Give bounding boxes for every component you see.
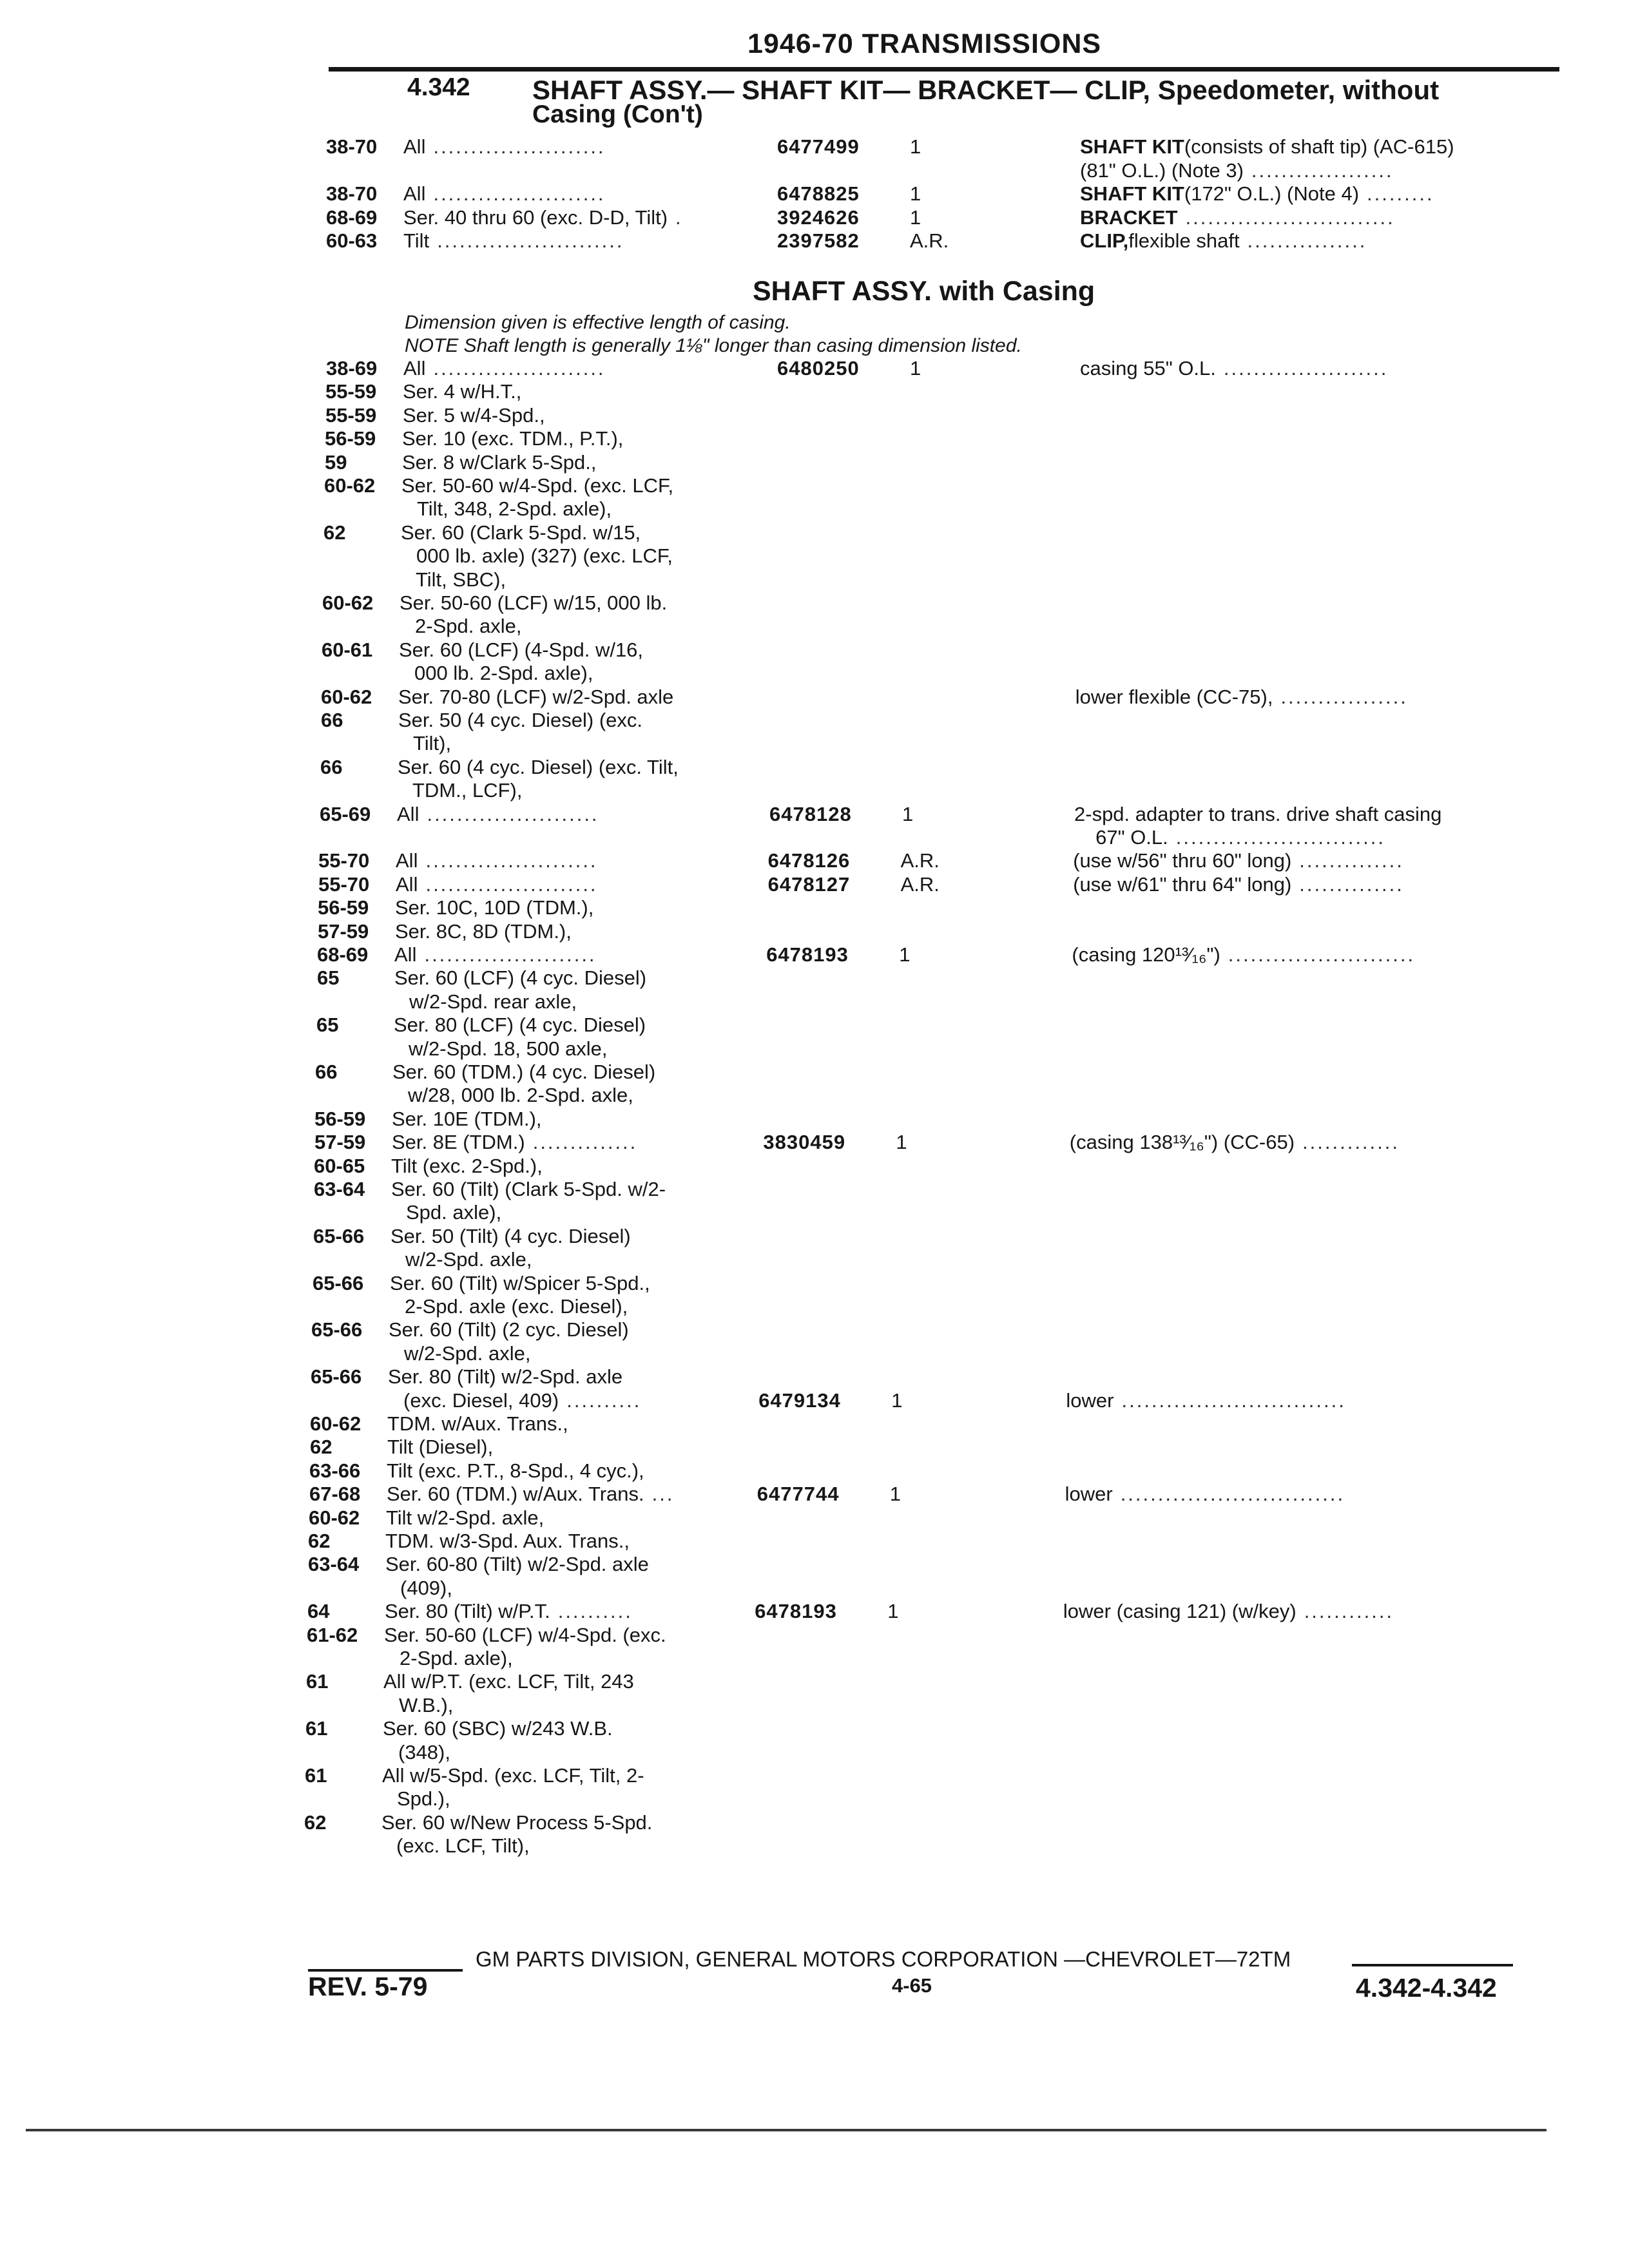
leader-dots: .........................	[437, 229, 624, 252]
leader-dots: ..............	[532, 1131, 638, 1154]
part-number: 3830459	[763, 1131, 846, 1154]
model-years: 55-70	[318, 849, 370, 872]
part-number: 6478127	[767, 872, 851, 896]
table-row	[0, 1342, 1629, 1365]
model-years: 61	[305, 1764, 327, 1787]
model-years: 65-66	[313, 1271, 364, 1294]
model-years: 56-59	[314, 1107, 366, 1130]
table-row	[0, 1717, 1629, 1740]
description-leader-dots: ......................	[1223, 357, 1389, 380]
application: Ser. 60 (LCF) (4-Spd. w/16,	[399, 638, 644, 661]
model-years: 60-62	[324, 474, 376, 497]
description: CLIP,	[1080, 229, 1129, 252]
model-years: 59	[325, 450, 347, 474]
application: Ser. 40 thru 60 (exc. D-D, Tilt)	[403, 206, 668, 229]
table-row	[0, 1248, 1629, 1271]
description-detail: (consists of shaft tip) (AC-615)	[1184, 135, 1454, 158]
application: Ser. 80 (LCF) (4 cyc. Diesel)	[394, 1014, 646, 1037]
header-rule	[329, 67, 1559, 72]
casing-section-title: SHAFT ASSY. with Casing	[753, 276, 1095, 307]
quantity: 1	[902, 802, 914, 825]
table-row	[0, 1061, 1629, 1084]
footer-page-number: 4-65	[892, 1974, 932, 1997]
table-row	[0, 849, 1629, 872]
table-row	[0, 639, 1629, 662]
application: Ser. 60 (Tilt) w/Spicer 5-Spd.,	[390, 1271, 650, 1294]
table-row	[0, 1365, 1629, 1389]
table-row	[0, 803, 1629, 826]
table-row	[0, 521, 1629, 544]
description: (use w/61" thru 64" long)	[1073, 872, 1292, 896]
part-number: 6477499	[777, 135, 860, 158]
part-number: 2397582	[777, 229, 860, 252]
table-row	[0, 1764, 1629, 1787]
leader-dots: .	[675, 206, 683, 229]
part-number: 6478193	[766, 943, 849, 966]
application: 2-Spd. axle),	[400, 1647, 513, 1669]
footer-rule-right	[1352, 1964, 1513, 1966]
table-row	[0, 732, 1629, 755]
quantity: 1	[910, 206, 921, 229]
description-leader-dots: .........................	[1228, 943, 1416, 966]
application: All	[396, 872, 418, 896]
application: All	[394, 943, 417, 966]
application: Tilt (exc. 2-Spd.),	[391, 1154, 543, 1177]
application: 000 lb. 2-Spd. axle),	[414, 662, 593, 685]
application: Spd. axle),	[406, 1201, 502, 1224]
description-leader-dots: .................	[1280, 685, 1408, 708]
application: Ser. 50 (Tilt) (4 cyc. Diesel)	[390, 1224, 631, 1247]
quantity: A.R.	[900, 849, 940, 872]
application: Tilt (Diesel),	[387, 1436, 494, 1459]
table-row	[0, 662, 1629, 685]
application: 2-Spd. axle,	[415, 615, 522, 638]
quantity: 1	[891, 1389, 903, 1412]
description-detail: (172" O.L.) (Note 4)	[1184, 182, 1360, 205]
model-years: 65-69	[320, 802, 371, 825]
table-row	[0, 1108, 1629, 1131]
description: (casing 138¹³⁄₁₆") (CC-65)	[1069, 1131, 1295, 1154]
leader-dots: .......................	[424, 943, 597, 966]
casing-note-dimension: Dimension given is effective length of casing.	[405, 312, 791, 333]
model-years: 63-64	[308, 1553, 360, 1576]
table-row	[0, 1741, 1629, 1764]
table-row	[0, 135, 1629, 159]
description: 2-spd. adapter to trans. drive shaft casing	[1074, 802, 1442, 825]
application: Ser. 80 (Tilt) w/2-Spd. axle	[388, 1365, 623, 1389]
part-number: 3924626	[777, 206, 860, 229]
model-years: 60-62	[310, 1412, 361, 1435]
table-row	[0, 873, 1629, 896]
description: lower	[1066, 1389, 1114, 1412]
table-row	[0, 1412, 1629, 1436]
application: All	[403, 357, 426, 380]
application: Ser. 10C, 10D (TDM.),	[395, 896, 594, 919]
application: TDM. w/Aux. Trans.,	[387, 1412, 568, 1435]
model-years: 64	[307, 1600, 330, 1623]
application: Ser. 60 (Tilt) (2 cyc. Diesel)	[389, 1318, 629, 1341]
model-years: 60-62	[321, 685, 372, 708]
description: (use w/56" thru 60" long)	[1073, 849, 1292, 872]
model-years: 65	[316, 1014, 339, 1037]
application: Ser. 80 (Tilt) w/P.T.	[385, 1600, 550, 1623]
model-years: 65-66	[311, 1318, 363, 1341]
table-row	[0, 1694, 1629, 1717]
application: Ser. 8E (TDM.)	[392, 1131, 525, 1154]
footer-revision: REV. 5-79	[308, 1972, 428, 2001]
description: (casing 120¹³⁄₁₆")	[1072, 943, 1220, 966]
model-years: 62	[304, 1811, 327, 1834]
page-header-title: 1946-70 TRANSMISSIONS	[747, 28, 1102, 59]
table-row	[0, 990, 1629, 1014]
application: Ser. 50-60 (LCF) w/4-Spd. (exc.	[384, 1623, 666, 1646]
model-years: 56-59	[318, 896, 369, 919]
section-title: SHAFT ASSY.— SHAFT KIT— BRACKET— CLIP, Speedometer, without	[532, 75, 1440, 105]
model-years: 63-66	[309, 1459, 361, 1482]
table-row	[0, 1225, 1629, 1248]
application: Tilt),	[413, 732, 452, 755]
description: lower	[1065, 1483, 1113, 1506]
table-row	[0, 1530, 1629, 1553]
table-row	[0, 544, 1629, 568]
model-years: 61	[306, 1670, 329, 1693]
model-years: 38-70	[326, 135, 378, 158]
table-row	[0, 1272, 1629, 1295]
table-row	[0, 779, 1629, 802]
model-years: 68-69	[326, 206, 378, 229]
application: Ser. 10 (exc. TDM., P.T.),	[402, 427, 624, 450]
table-row	[0, 1506, 1629, 1530]
section-number: 4.342	[407, 73, 470, 101]
footer-section-ref: 4.342-4.342	[1356, 1973, 1497, 2003]
model-years: 62	[323, 521, 346, 544]
part-number: 6478193	[755, 1600, 837, 1623]
part-number: 6480250	[777, 357, 860, 380]
table-row	[0, 1624, 1629, 1647]
model-years: 60-61	[322, 638, 373, 661]
table-row	[0, 1811, 1629, 1834]
application: TDM., LCF),	[412, 779, 523, 802]
leader-dots: .......................	[425, 872, 598, 896]
part-number: 6478126	[767, 849, 851, 872]
description: 67" O.L.	[1095, 826, 1168, 849]
quantity: A.R.	[910, 229, 949, 252]
application: w/2-Spd. 18, 500 axle,	[409, 1037, 608, 1060]
description-leader-dots: ..............................	[1120, 1483, 1345, 1506]
table-row	[0, 1459, 1629, 1483]
quantity: 1	[887, 1600, 899, 1623]
table-row	[0, 1647, 1629, 1670]
application: Ser. 8C, 8D (TDM.),	[395, 919, 572, 943]
table-row	[0, 1577, 1629, 1600]
application: All	[397, 802, 419, 825]
application: Tilt	[403, 229, 430, 252]
part-number: 6477744	[757, 1483, 840, 1506]
description-detail: flexible shaft	[1128, 229, 1240, 252]
part-number: 6478128	[769, 802, 852, 825]
quantity: A.R.	[900, 872, 940, 896]
application: w/2-Spd. rear axle,	[409, 990, 577, 1013]
table-row	[0, 1295, 1629, 1318]
description-leader-dots: ...................	[1251, 159, 1394, 182]
leader-dots: .......................	[433, 135, 606, 158]
table-row	[0, 1483, 1629, 1506]
table-row	[0, 404, 1629, 427]
application: Spd.),	[397, 1787, 450, 1811]
description-leader-dots: ................	[1247, 229, 1367, 252]
table-row	[0, 1037, 1629, 1061]
application: Ser. 60-80 (Tilt) w/2-Spd. axle	[385, 1553, 649, 1576]
description-leader-dots: ............................	[1185, 206, 1395, 229]
description-leader-dots: ..............................	[1121, 1389, 1346, 1412]
model-years: 62	[308, 1530, 331, 1552]
table-row	[0, 497, 1629, 521]
leader-dots: ..........	[566, 1389, 642, 1412]
table-row	[0, 920, 1629, 943]
application: All	[403, 135, 426, 158]
application: (348),	[398, 1740, 450, 1763]
table-row	[0, 1600, 1629, 1623]
application: Ser. 5 w/4-Spd.,	[403, 403, 545, 427]
quantity: 1	[910, 182, 921, 205]
model-years: 65-66	[313, 1224, 365, 1247]
model-years: 68-69	[317, 943, 369, 966]
table-row	[0, 826, 1629, 849]
description: lower (casing 121) (w/key)	[1063, 1600, 1296, 1623]
table-row	[0, 1131, 1629, 1154]
quantity: 1	[889, 1483, 901, 1506]
table-row	[0, 966, 1629, 990]
part-number: 6478825	[777, 182, 860, 205]
model-years: 55-59	[325, 380, 377, 403]
description: SHAFT KIT	[1080, 182, 1184, 205]
application: 000 lb. axle) (327) (exc. LCF,	[416, 544, 673, 568]
table-row	[0, 1787, 1629, 1811]
model-years: 56-59	[325, 427, 376, 450]
model-years: 61-62	[307, 1623, 358, 1646]
application: Tilt, 348, 2-Spd. axle),	[417, 497, 612, 521]
leader-dots: .......................	[425, 849, 598, 872]
description: casing 55" O.L.	[1080, 357, 1216, 380]
model-years: 55-70	[318, 872, 370, 896]
description-leader-dots: ............................	[1175, 826, 1385, 849]
application: Ser. 60 (SBC) w/243 W.B.	[383, 1717, 613, 1740]
model-years: 57-59	[318, 919, 369, 943]
table-row	[0, 591, 1629, 615]
model-years: 66	[321, 709, 343, 731]
application: Ser. 50-60 w/4-Spd. (exc. LCF,	[401, 474, 674, 497]
table-row	[0, 159, 1629, 182]
table-row	[0, 615, 1629, 638]
section-title-continued: Casing (Con't)	[532, 101, 703, 128]
model-years: 65	[317, 966, 340, 990]
table-row	[0, 1084, 1629, 1107]
application: Ser. 50 (4 cyc. Diesel) (exc.	[398, 709, 643, 731]
application: Ser. 4 w/H.T.,	[403, 380, 522, 403]
model-years: 38-70	[326, 182, 378, 205]
model-years: 38-69	[326, 357, 378, 380]
table-row	[0, 686, 1629, 709]
model-years: 66	[320, 755, 343, 778]
model-years: 62	[310, 1436, 333, 1459]
description: BRACKET	[1080, 206, 1178, 229]
model-years: 63-64	[314, 1178, 365, 1200]
table-row	[0, 1201, 1629, 1224]
description-leader-dots: ............	[1304, 1600, 1394, 1623]
table-row	[0, 427, 1629, 450]
table-row	[0, 1178, 1629, 1201]
table-row	[0, 474, 1629, 497]
scan-bottom-rule	[26, 2129, 1547, 2131]
application: Ser. 60 (Clark 5-Spd. w/15,	[401, 521, 641, 544]
application: (409),	[400, 1576, 452, 1599]
application: 2-Spd. axle (exc. Diesel),	[405, 1295, 628, 1318]
application: All w/P.T. (exc. LCF, Tilt, 243	[383, 1670, 634, 1693]
leader-dots: ...	[651, 1483, 675, 1506]
table-row	[0, 357, 1629, 380]
model-years: 57-59	[314, 1131, 366, 1154]
quantity: 1	[899, 943, 911, 966]
table-row	[0, 1318, 1629, 1341]
table-row	[0, 380, 1629, 403]
application: w/2-Spd. axle,	[404, 1341, 531, 1365]
quantity: 1	[910, 357, 921, 380]
description: lower flexible (CC-75),	[1075, 685, 1273, 708]
table-row	[0, 451, 1629, 474]
application: All	[396, 849, 418, 872]
table-row	[0, 1553, 1629, 1576]
table-row	[0, 568, 1629, 591]
table-row	[0, 943, 1629, 966]
application: Tilt (exc. P.T., 8-Spd., 4 cyc.),	[387, 1459, 644, 1482]
application: W.B.),	[399, 1693, 454, 1716]
model-years: 60-62	[309, 1506, 360, 1529]
model-years: 67-68	[309, 1483, 361, 1506]
application: w/28, 000 lb. 2-Spd. axle,	[408, 1084, 633, 1107]
application: Ser. 8 w/Clark 5-Spd.,	[402, 450, 597, 474]
application: Ser. 60 w/New Process 5-Spd.	[381, 1811, 653, 1834]
model-years: 60-63	[326, 229, 378, 252]
model-years: 55-59	[325, 403, 377, 427]
application: Tilt w/2-Spd. axle,	[386, 1506, 545, 1529]
casing-note-shaft-length: NOTE Shaft length is generally 1⅛" longer than casing dimension listed.	[405, 335, 1022, 356]
part-number: 6479134	[758, 1389, 841, 1412]
application: Ser. 60 (TDM.) w/Aux. Trans.	[387, 1483, 644, 1506]
table-row	[0, 1436, 1629, 1459]
application: TDM. w/3-Spd. Aux. Trans.,	[385, 1530, 630, 1552]
application: Ser. 60 (4 cyc. Diesel) (exc. Tilt,	[398, 755, 679, 778]
application: Tilt, SBC),	[416, 568, 506, 591]
table-row	[0, 1155, 1629, 1178]
application: Ser. 70-80 (LCF) w/2-Spd. axle	[398, 685, 674, 708]
application: Ser. 10E (TDM.),	[392, 1107, 542, 1130]
table-row	[0, 229, 1629, 253]
application: All w/5-Spd. (exc. LCF, Tilt, 2-	[382, 1764, 644, 1787]
application: Ser. 60 (Tilt) (Clark 5-Spd. w/2-	[391, 1178, 666, 1200]
table-row	[0, 756, 1629, 779]
table-row	[0, 182, 1629, 206]
application: Ser. 60 (LCF) (4 cyc. Diesel)	[394, 966, 647, 990]
model-years: 61	[305, 1717, 328, 1740]
model-years: 60-62	[322, 591, 374, 614]
application: (exc. Diesel, 409)	[403, 1389, 559, 1412]
leader-dots: .......................	[433, 182, 606, 205]
table-row	[0, 1389, 1629, 1412]
table-row	[0, 1834, 1629, 1858]
application: Ser. 60 (TDM.) (4 cyc. Diesel)	[392, 1061, 656, 1083]
leader-dots: ..........	[557, 1600, 633, 1623]
description: SHAFT KIT	[1080, 135, 1184, 158]
footer-corporation: GM PARTS DIVISION, GENERAL MOTORS CORPORATION —CHEVROLET—72TM	[476, 1947, 1291, 1971]
application: All	[403, 182, 426, 205]
description-leader-dots: .........	[1367, 182, 1434, 205]
leader-dots: .......................	[433, 357, 606, 380]
table-row	[0, 206, 1629, 229]
table-row	[0, 709, 1629, 732]
model-years: 66	[315, 1061, 338, 1083]
quantity: 1	[896, 1131, 907, 1154]
model-years: 60-65	[314, 1154, 365, 1177]
model-years: 65-66	[311, 1365, 362, 1389]
application: w/2-Spd. axle,	[405, 1248, 532, 1271]
application: (exc. LCF, Tilt),	[396, 1834, 530, 1858]
table-row	[0, 1014, 1629, 1037]
application: Ser. 50-60 (LCF) w/15, 000 lb.	[400, 591, 668, 614]
table-row	[0, 896, 1629, 919]
description-leader-dots: .............	[1302, 1131, 1400, 1154]
leader-dots: .......................	[427, 802, 599, 825]
description-detail: (81" O.L.) (Note 3)	[1080, 159, 1244, 182]
description-leader-dots: ..............	[1299, 872, 1404, 896]
quantity: 1	[910, 135, 921, 158]
table-row	[0, 1670, 1629, 1693]
description-leader-dots: ..............	[1299, 849, 1404, 872]
